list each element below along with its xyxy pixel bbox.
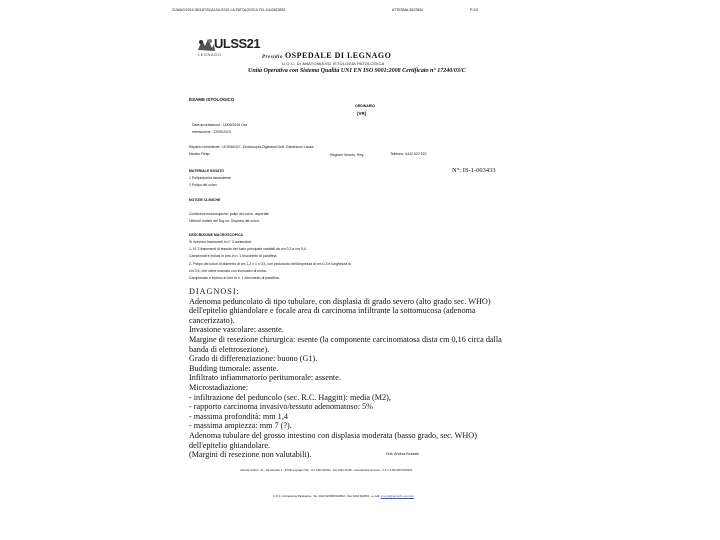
- certification-line: Unità Operativa con Sistema Qualità UNI EN ISO 9001:2008 Certificato n° 17240/03/C: [248, 68, 466, 74]
- description-line: 2- Polipo del colon di diametro di cm 1,2 x 1 x 0,5, con peduncolo dell'ampiezza di cm 0,3 e lunghezza di: [189, 262, 351, 266]
- logo-sub: LEGNAGO: [198, 52, 222, 57]
- diagnosis-line: Infiltrato infiammatorio peritumorale: assente.: [189, 373, 341, 383]
- ulss-logo: [196, 36, 261, 58]
- clinical-line: Condizioni endoscopiche: polipi del colon, asportati.: [189, 212, 270, 216]
- diagnosis-line: - rapporto carcinoma invasivo/tessuto adenomatoso: 5%: [189, 402, 373, 412]
- material-label: MATERIALE INVIATO: [189, 169, 224, 173]
- diagnosis-line: - infiltrazione del peduncolo (sec. R.C. Haggitt): media (M2),: [189, 392, 391, 402]
- clinical-line: Ulteriori notizie del Dig.no: Dispnea del colon.: [189, 219, 260, 223]
- diagnosis-line: Adenoma peduncolato di tipo tubulare, con displasia di grado severo (alto grado sec. WHO): [189, 296, 491, 306]
- requester: Reparto richiedente : LEGNAGO - Endoscopia Digestiva Dott. Gianfranco Lanza: [189, 145, 314, 149]
- diagnosis-line: cancerizzato).: [189, 315, 235, 325]
- description-line: cm 0,5, che viene marcato con inchiostro di china.: [189, 269, 267, 273]
- hospital-name: OSPEDALE DI LEGNAGO: [284, 51, 392, 60]
- footer-line-1: Azienda ULSS n. 21 - Via Gianella, 1 - 37045 Legnago (VR) - Tel. 0442 622111 - Fax 0442 24105 - www.aulss21.verona.it - C.F. e P.IVA 02574230233: [240, 469, 413, 472]
- diagnosis-line: banda di elettrosezione).: [189, 344, 270, 354]
- diagnosis-line: Budding tumorale: assente.: [189, 363, 279, 373]
- fax-header-center: ATTESMA:3622834: [392, 8, 423, 12]
- footer-email-link[interactable]: ana.pat@aulss21.verona.it: [380, 494, 415, 498]
- date-report: refertazione : 22/05/2015: [192, 130, 231, 134]
- hospital-prefix: Presidio: [262, 55, 283, 60]
- hospital-title: [262, 51, 391, 60]
- diagnosis-block: [189, 287, 519, 460]
- footer-text: U.O.C. di Anatomia Patologica - Tel. 0442 622825/622832 - Fax 0442 622834 - e-mail:: [273, 494, 380, 498]
- material-item: 2 Polipo del colon: [189, 183, 217, 187]
- diagnosis-line: dell'epitelio ghiandolare e focale area di carcinoma infiltrante la sottomucosa (adenoma: [189, 306, 476, 316]
- clinical-label: NOTIZIE CLINICHE: [189, 198, 221, 202]
- logo-text: ULSS21: [214, 36, 261, 51]
- exam-category: ORDINARIO: [355, 104, 376, 108]
- description-line: Campionati e inclusi in toto in n. 1 blocchetto di paraffina.: [189, 254, 278, 258]
- description-line: Campionato e incluso in toto in n. 1 blocchetto di paraffina.: [189, 276, 280, 280]
- fax-header-right: P:2/2: [470, 8, 479, 12]
- description-line: Si ricevono frammenti in n° 2 contenitori:: [189, 240, 252, 244]
- material-item: 1 Polipectomia ascendente: [189, 176, 232, 180]
- diagnosis-line: Grado di differenziazione: buono (G1).: [189, 354, 318, 364]
- diagnosis-line: Margine di resezione chirurgica: esente (la componente carcinomatosa dista cm 0,16 circa dalla: [189, 334, 502, 344]
- department-name: U.O.C. DI ANATOMIA ED ISTOLOGIA PATOLOGICA: [282, 61, 385, 66]
- diagnosis-line: Invasione vascolare: assente.: [189, 325, 284, 335]
- exam-title: ESAME ISTOLOGICO: [189, 97, 235, 102]
- region-label: Regione Veneto, Reg.: [330, 153, 365, 157]
- fax-header-left: 31/MAG/2015 08:51FISCAL/ULSS21 LA PATOLOGICA TEL:0442622832: [172, 8, 286, 12]
- diagnosis-line: Microstadiazione:: [189, 382, 249, 392]
- diagnosis-line: - massima ampiezza: mm 7 (?).: [189, 421, 292, 431]
- diagnosis-line: (Margini di resezione non valutabili).: [189, 450, 312, 460]
- material-number: N°: IS-1-003433: [452, 167, 496, 174]
- footer-line-2: [273, 494, 414, 498]
- exam-code: (VR): [357, 111, 367, 116]
- phone-label: Telefono: 0442 622 522: [390, 152, 427, 156]
- signature: Dott. Andrea Bossato: [386, 452, 420, 456]
- description-label: DESCRIZIONE MACROSCOPICA: [189, 233, 244, 237]
- description-line: 1- N. 2 frammenti di tessuto del fusto principale variabili da cm 0,3 a cm 0,4.: [189, 247, 307, 251]
- date-accepted: Data accettazione : 11/05/2015 Ora: [192, 123, 247, 127]
- diagnosis-title: DIAGNOSI:: [189, 287, 240, 296]
- diagnosis-line: dell'epitelio ghiandolare.: [189, 440, 271, 450]
- diagnosis-line: - massima profondità: mm 1,4: [189, 411, 288, 421]
- diagnosis-line: Adenoma tubulare del grosso intestino con displasia moderata (basso grado, sec. WHO): [189, 430, 477, 440]
- physician-label: Medico Resp.: [189, 152, 211, 156]
